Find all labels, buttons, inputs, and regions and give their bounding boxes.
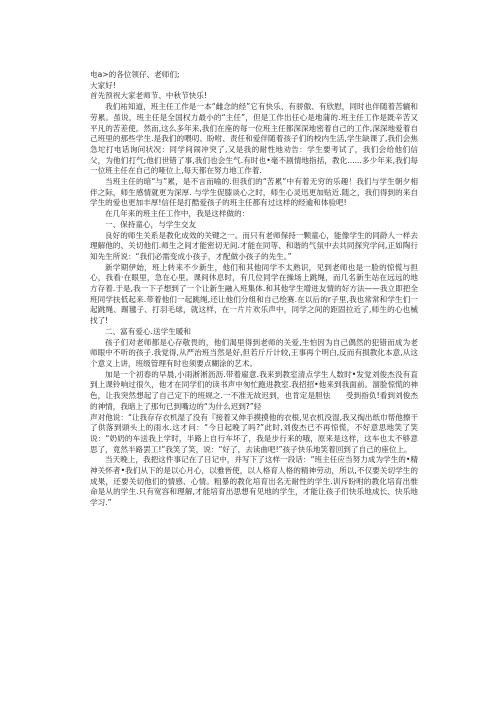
paragraph-conversation: 声对他说：“让我存存衣机湿了没有『接着又伸手摸摸他的衣根,见衣机没湿,我又掏出纸巾帮他擦干了供落到頭头上的雨水.这才问：“今日起晚了吗?”此时,刘俊杰已不再惊慌，不好意思地笑了笑说：“奶奶的车送我上学时，半路上自行车坏了，我是步行来的哦，原来是这样，这车也太不够意思了，竟然半路罢工!”我笑了笑，说：“好了，去读曲吧!”孩子快乐地笑着回到了自己的座位上。 <box>90 412 418 454</box>
hello-line: 大家好! <box>90 80 116 90</box>
paragraph-new-students: 新学期伊始，班上转来不少新生，他们和其他同学不太熟识，见到老师也是一脸的惊慌与担心，我看·在眼里，急在心里。课间休息时，有几位同学在操场上跳绳，而几名新生站在远远的地方存着.于是,我一下子想到了一个让新生融入班集体.和其他学生增进友情的好方法——我立即把全班同学扶低起来.带着他们一起跳绳,还让他们分组和自己绘赛.在以后的r子里,我也常常和学生们一起跳绳、踢毽子、打羽毛球，就这样，在一片片欢乐声中，同学之间的距固拉近了,师生的心也械找了! <box>90 262 418 326</box>
paragraph-late-student: 加是一个初春的早晨,小雨淅淅沥沥.带着雇意.我来到教室清点学生人数时•发觉刘俊杰没有直到上课铃响过很久，他才在同学们的读书声中匆忙跑进教室.我招招•他来到我面前。溜脸惊慌的神色，让我突然想起了自己定下的班规之.一不准无故迟到，也肯定是胆怯 受到指负!看到刘俊杰的神情，我暗上了那句已到嘴边的“为什么迟到?”轻 <box>90 369 418 411</box>
greeting-line: 电a>的各位领仔、老师们; <box>90 70 180 79</box>
wish-line: 首先预祝大家老师节、中秋节快乐! <box>90 91 207 101</box>
section-heading-2: 二、富有爱心.送学生暖和 <box>105 326 191 336</box>
paragraph-care: 孩子们对老师都是心存敬畏的，他们渴里得到老师的关爱,生怕因为自己偶然的犯错而成为老师眼中不听的孩子.我觉得,从严治班当然是好,但若斤斤计较,王事再个明白,反而有损教化本意,从这个意义上讲，班级管理有时也须要点糊涂的艺术。 <box>90 337 418 368</box>
document-page <box>90 70 418 509</box>
paragraph-intro: 我们祐知道，班主任工作是一本“雌念的经”它有快乐、有骄傲、有欣慰，同时也伴随着苦辘和劳累。虽说，班主任是全国权力最小的“主任”，但是工作出任心是地蒲的.班主任工作是既辛苦又平凡的苦差使。然而,这么多年来,我们在座的每一位班主任都深深地密着自己的工作,深深地爱着自己班里的那些学生.是我们的喂叨、盼咐、责任和爱伴随着孩子们的校内生活,学生缺课了,我们会焦急坨打电话询问状况：同学间闹冲突了,又是我的耐性地劝告：学生要考试了，我们会给他们信父，为他们打气;他们世错了事,我们也会生气.有时也•毫不剧情地指括，教化......多少年来,我们每一位班主任在自己的哑位上,每天都在努力地工作着. <box>90 102 418 176</box>
paragraph-relationship: 良好的师生关系是教化成效的关键之一。而只有老师保持一颗童心，能像学生的同龄人一样去理解他的、关切他们.师生之间才能密切无间.才能在同等、和谐的气氛中去共同探究学问,正如陶行知先生所说：“我们必需变成小孩子，才配做小孩子的先生。” <box>90 230 418 261</box>
section-heading-1: 一、保持童心，与学生交友 <box>105 219 197 229</box>
paragraph-diary: 当天晚上，我把这件事记在了日记中，并写下了这样一段话：“班主任应当努力成为学生的•精神关怀者•我们从下的是以心月心，以雅皆使，以人格育人格的精神劳动，所以,不仅要关切学生的成果，还要关切他们的情感、心情。粗暴的教化培育出名无耐性的学生.训斥盼咐的教化培育出惟命是从的学生.只有宽容和理解,才能培育出思想有见地的学生，才能让孩子们快乐地成长、快乐地学习.” <box>90 455 418 508</box>
paragraph-hardship: 当班主任的暗“与”累，是不言而喻的.但我们的“苦累”中有着无穷的乐趣！我们与学生朝夕相伴之际，师生感情就更为深厚. 与学生促膝谈心之时，师生心灵迅更加贴近.随之，我们得到的来自学生的爱也更加丰厚!信任是打酷爱孩子的班主任都有过这样的经逾和体验吧! <box>90 177 418 208</box>
paragraph-method-intro: 在几年来的班主任工作中，我是这样做的： <box>105 209 250 219</box>
